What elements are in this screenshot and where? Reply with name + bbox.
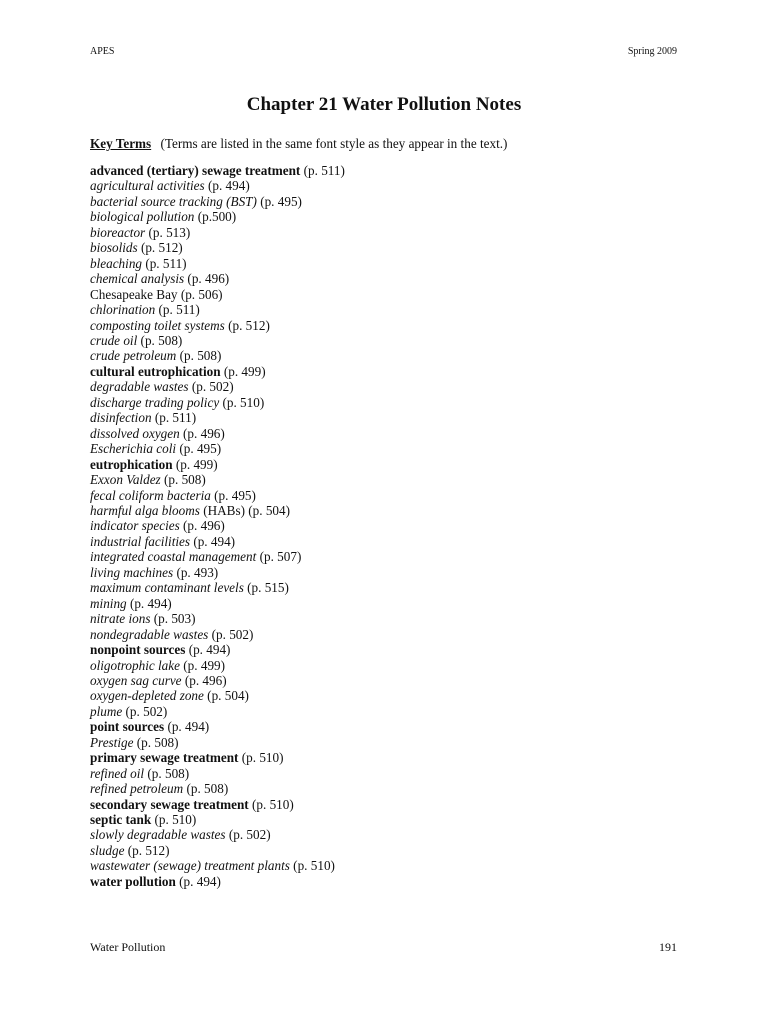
term-name: mining bbox=[90, 595, 127, 611]
term-page: (p. 511) bbox=[300, 163, 345, 178]
term-page: (p. 499) bbox=[179, 657, 226, 673]
term-item bbox=[90, 858, 365, 873]
term-item bbox=[90, 178, 365, 193]
term-page: (p. 508) bbox=[176, 348, 222, 364]
term-page: (p. 496) bbox=[179, 518, 225, 534]
term-name: chemical analysis bbox=[90, 271, 185, 287]
term-item bbox=[90, 472, 365, 487]
term-page: (p.500) bbox=[194, 209, 237, 225]
term-page: (p. 495) bbox=[176, 441, 222, 457]
header-term: Spring 2009 bbox=[627, 46, 677, 57]
term-name: cultural eutrophication bbox=[90, 363, 221, 379]
term-page: (p. 499) bbox=[220, 363, 266, 379]
term-page: (p. 510) bbox=[238, 750, 284, 766]
term-page: (p. 502) bbox=[122, 703, 168, 719]
term-item bbox=[90, 488, 365, 503]
term-name: oligotrophic lake bbox=[90, 657, 180, 673]
term-name: Chesapeake Bay bbox=[90, 286, 178, 302]
term-item bbox=[90, 333, 365, 348]
term-name: fecal coliform bacteria bbox=[90, 487, 211, 503]
key-terms-note: (Terms are listed in the same font style as they appear in the text.) bbox=[160, 136, 508, 151]
term-page: (p. 513) bbox=[145, 224, 191, 240]
term-name: integrated coastal management bbox=[90, 549, 257, 565]
term-item bbox=[90, 302, 365, 317]
term-name: discharge trading policy bbox=[90, 394, 220, 410]
term-item bbox=[90, 596, 365, 611]
term-item bbox=[90, 874, 365, 889]
term-page: (p. 493) bbox=[173, 564, 219, 580]
term-name: chlorination bbox=[90, 302, 156, 318]
term-page: (p. 504) bbox=[203, 688, 249, 704]
term-page: (p. 494) bbox=[164, 719, 210, 735]
term-page: (p. 510) bbox=[151, 812, 197, 828]
term-item bbox=[90, 348, 365, 363]
term-page: (p. 502) bbox=[208, 626, 254, 642]
term-page: (p. 502) bbox=[225, 827, 271, 843]
term-item bbox=[90, 271, 365, 286]
key-terms-heading bbox=[90, 136, 507, 152]
term-page: (p. 508) bbox=[160, 472, 206, 488]
term-item bbox=[90, 441, 365, 456]
term-name: biosolids bbox=[90, 240, 138, 256]
term-item bbox=[90, 611, 365, 626]
term-name: wastewater (sewage) treatment plants bbox=[90, 858, 290, 874]
term-page: (p. 510) bbox=[219, 394, 265, 410]
term-page: (p. 494) bbox=[175, 873, 221, 889]
term-name: indicator species bbox=[90, 518, 180, 534]
term-name: water pollution bbox=[90, 873, 176, 889]
term-page: (p. 496) bbox=[179, 425, 225, 441]
term-name: disinfection bbox=[90, 410, 152, 426]
term-name: Prestige bbox=[90, 734, 134, 750]
term-page: (p. 507) bbox=[256, 549, 302, 565]
term-name: degradable wastes bbox=[90, 379, 189, 395]
term-item bbox=[90, 735, 365, 750]
term-name: dissolved oxygen bbox=[90, 425, 180, 441]
term-page: (p. 508) bbox=[183, 781, 229, 797]
term-name: living machines bbox=[90, 564, 174, 580]
term-item bbox=[90, 658, 365, 673]
term-item bbox=[90, 534, 365, 549]
term-page: (p. 499) bbox=[172, 456, 218, 472]
term-name: nitrate ions bbox=[90, 611, 151, 627]
term-page: (p. 506) bbox=[177, 286, 223, 302]
term-name: Exxon Valdez bbox=[90, 472, 161, 488]
term-name: refined oil bbox=[90, 765, 145, 781]
term-page: (p. 515) bbox=[243, 580, 289, 596]
term-page: (p. 511) bbox=[155, 302, 200, 318]
page-number: 191 bbox=[659, 940, 677, 954]
term-item bbox=[90, 287, 365, 302]
term-item bbox=[90, 766, 365, 781]
term-name: secondary sewage treatment bbox=[90, 796, 249, 812]
term-name: refined petroleum bbox=[90, 781, 184, 797]
term-item bbox=[90, 642, 365, 657]
term-page: (p. 502) bbox=[188, 379, 234, 395]
term-page: (HABs) (p. 504) bbox=[199, 502, 291, 518]
term-item bbox=[90, 364, 365, 379]
term-name: agricultural activities bbox=[90, 178, 205, 194]
page-title: Chapter 21 Water Pollution Notes bbox=[246, 94, 522, 115]
term-item bbox=[90, 750, 365, 765]
term-page: (p. 508) bbox=[144, 765, 190, 781]
term-name: bioreactor bbox=[90, 224, 146, 240]
term-item bbox=[90, 457, 365, 472]
term-page: (p. 511) bbox=[142, 255, 187, 271]
term-name: bacterial source tracking (BST) bbox=[90, 193, 257, 209]
term-item bbox=[90, 797, 365, 812]
term-page: (p. 510) bbox=[248, 796, 294, 812]
term-item bbox=[90, 627, 365, 642]
term-name: crude oil bbox=[90, 332, 138, 348]
term-name: plume bbox=[90, 703, 123, 719]
term-page: (p. 496) bbox=[184, 271, 230, 287]
term-item bbox=[90, 688, 365, 703]
term-item bbox=[90, 549, 365, 564]
term-item bbox=[90, 256, 365, 271]
term-page: (p. 494) bbox=[204, 178, 250, 194]
term-page: (p. 512) bbox=[124, 842, 170, 858]
term-item bbox=[90, 827, 365, 842]
term-item bbox=[90, 225, 365, 240]
term-name: sludge bbox=[90, 842, 125, 858]
key-terms-label: Key Terms bbox=[90, 136, 152, 151]
term-name: point sources bbox=[90, 719, 165, 735]
term-name: septic tank bbox=[90, 812, 152, 828]
term-item bbox=[90, 704, 365, 719]
term-name: harmful alga blooms bbox=[90, 502, 200, 518]
term-page: (p. 495) bbox=[256, 193, 302, 209]
term-name: biological pollution bbox=[90, 209, 195, 225]
term-page: (p. 503) bbox=[150, 611, 196, 627]
term-name: oxygen-depleted zone bbox=[90, 688, 204, 704]
term-page: (p. 496) bbox=[181, 672, 227, 688]
term-page: (p. 508) bbox=[137, 332, 183, 348]
term-name: industrial facilities bbox=[90, 533, 191, 549]
term-item bbox=[90, 843, 365, 858]
term-item bbox=[90, 503, 365, 518]
key-terms-list bbox=[90, 163, 365, 889]
term-name: advanced (tertiary) sewage treatment bbox=[90, 163, 301, 178]
term-name: oxygen sag curve bbox=[90, 672, 182, 688]
term-name: nonpoint sources bbox=[90, 642, 186, 658]
footer-section: Water Pollution bbox=[90, 940, 166, 954]
term-item bbox=[90, 565, 365, 580]
term-name: composting toilet systems bbox=[90, 317, 225, 333]
term-item bbox=[90, 410, 365, 425]
term-item bbox=[90, 812, 365, 827]
term-item bbox=[90, 209, 365, 224]
term-item bbox=[90, 580, 365, 595]
term-name: Escherichia coli bbox=[90, 441, 177, 457]
term-name: crude petroleum bbox=[90, 348, 177, 364]
term-page: (p. 511) bbox=[151, 410, 197, 426]
term-item bbox=[90, 194, 365, 209]
term-name: slowly degradable wastes bbox=[90, 827, 226, 843]
header-course: APES bbox=[90, 46, 115, 57]
term-item bbox=[90, 719, 365, 734]
term-item bbox=[90, 240, 365, 255]
term-name: eutrophication bbox=[90, 456, 173, 472]
term-name: primary sewage treatment bbox=[90, 750, 239, 766]
term-item bbox=[90, 781, 365, 796]
term-name: nondegradable wastes bbox=[90, 626, 209, 642]
term-item bbox=[90, 518, 365, 533]
term-page: (p. 508) bbox=[133, 734, 179, 750]
term-page: (p. 512) bbox=[224, 317, 270, 333]
term-page: (p. 494) bbox=[126, 595, 172, 611]
term-item bbox=[90, 395, 365, 410]
term-page: (p. 494) bbox=[185, 642, 231, 658]
term-page: (p. 510) bbox=[289, 858, 335, 874]
term-page: (p. 494) bbox=[190, 533, 236, 549]
term-item bbox=[90, 163, 365, 178]
term-page: (p. 495) bbox=[210, 487, 256, 503]
term-item bbox=[90, 379, 365, 394]
term-item bbox=[90, 426, 365, 441]
term-page: (p. 512) bbox=[137, 240, 183, 256]
term-item bbox=[90, 318, 365, 333]
term-name: bleaching bbox=[90, 255, 143, 271]
term-name: maximum contaminant levels bbox=[90, 580, 244, 596]
term-item bbox=[90, 673, 365, 688]
